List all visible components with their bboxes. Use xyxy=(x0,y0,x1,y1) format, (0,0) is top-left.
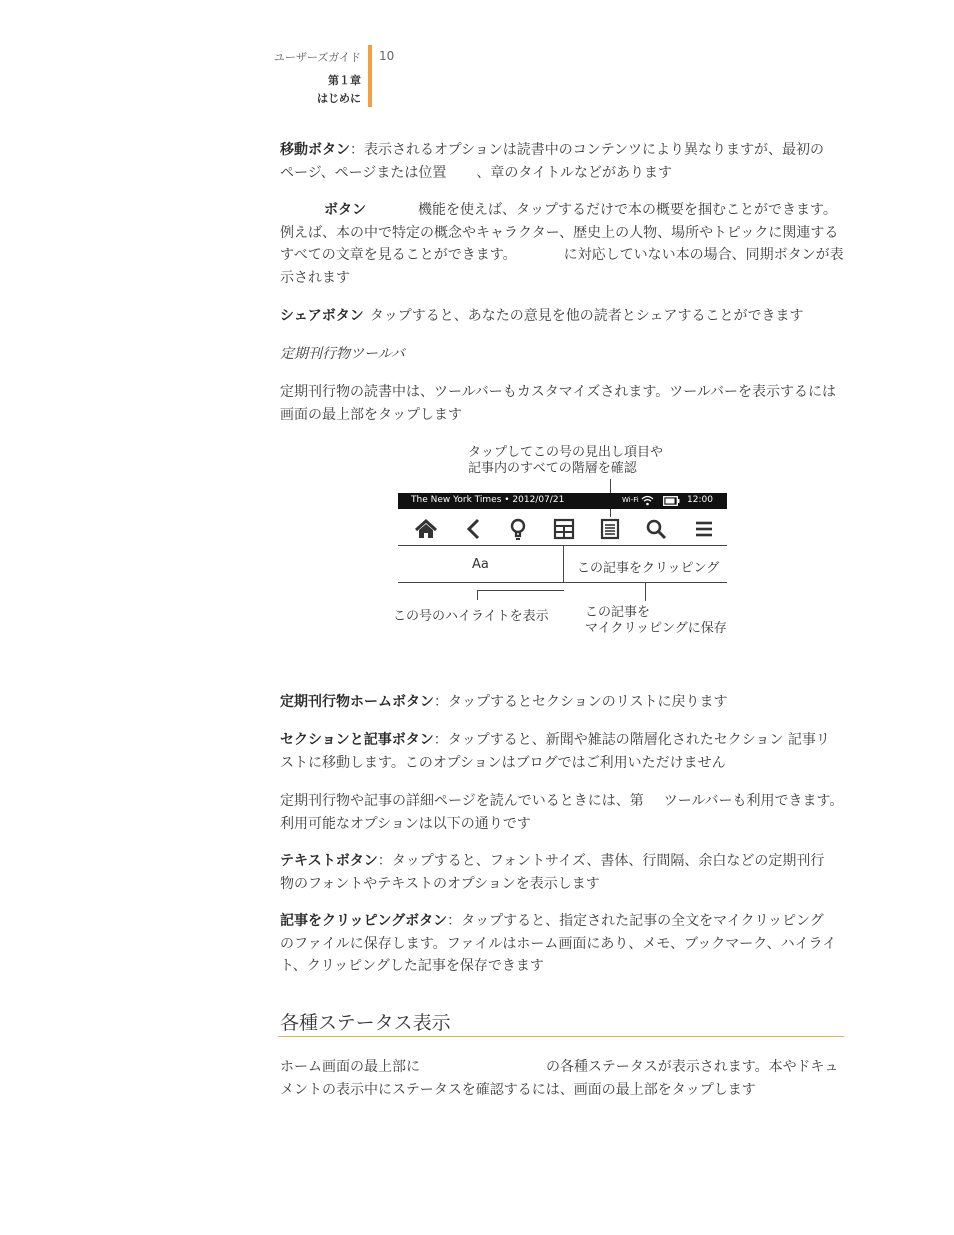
callout-bl-line-v xyxy=(477,590,478,600)
callout-br-line xyxy=(645,583,646,601)
status-paragraph: ホーム画面の最上部に の各種ステータスが表示されます。本やドキュ メントの表示中にステータスを確認するには、画面の最上部をタップします xyxy=(280,1059,839,1098)
section-heading-rule xyxy=(278,1036,844,1037)
text-button-term: テキストボタン xyxy=(280,853,378,869)
guide-title: ユーザーズガイド xyxy=(273,51,361,64)
callout-bottom-right: この記事を マイクリッピングに保存 xyxy=(585,605,727,636)
home-button-term: 定期刊行物ホームボタン xyxy=(280,694,434,710)
toolbar-divider-vertical xyxy=(563,546,564,582)
periodical-paragraph: 定期刊行物の読書中は、ツールバーもカスタマイズされます。ツールバーを表示するには 画面の最上部をタップします xyxy=(280,384,836,423)
detail-paragraph: 定期刊行物や記事の詳細ページを読んでいるときには、第 ツールバーも利用できます。 利用可能なオプションは以下の通りです xyxy=(280,793,844,832)
clip-article-button[interactable]: この記事をクリッピング xyxy=(577,561,720,576)
move-button-term: 移動ボタン xyxy=(280,142,350,158)
menu-icon[interactable] xyxy=(692,517,716,541)
move-button-paragraph: 移動ボタン：表示されるオプションは読書中のコンテンツにより異なりますが、最初の ページ、ページまたは位置 、章のタイトルなどがあります xyxy=(280,142,825,181)
callout-bl-line-h xyxy=(477,590,564,591)
home-icon[interactable] xyxy=(414,517,438,541)
section-button-term: セクションと記事ボタン xyxy=(280,732,434,748)
text-aa-button[interactable]: Aa xyxy=(472,557,489,572)
section-button-paragraph: セクションと記事ボタン：タップすると、新聞や雑誌の階層化されたセクション 記事リ ストに移動します。このオプションはブログではご利用いただけません xyxy=(280,732,830,771)
status-bar xyxy=(398,493,727,509)
home-button-paragraph: 定期刊行物ホームボタン：タップするとセクションのリストに戻ります xyxy=(280,694,728,710)
list-icon[interactable] xyxy=(598,517,622,541)
callout-bottom-left: この号のハイライトを表示 xyxy=(393,609,549,624)
page-number: 10 xyxy=(379,49,395,63)
chapter-number: 第１章 xyxy=(328,74,361,87)
xray-button-term: ボタン xyxy=(324,202,366,218)
wifi-icon xyxy=(641,495,654,506)
xray-paragraph: ボタン 機能を使えば、タップするだけで本の概要を掴むことができます。 例えば、本の中で特定の概念やキャラクター、歴史上の人物、場所やトピックに関連する すべての文章を見ることができます。 に対応していない本の場合、同期ボタンが表 示されます xyxy=(280,202,844,286)
battery-icon xyxy=(663,496,680,506)
grid-icon[interactable] xyxy=(552,517,576,541)
status-time: 12:00 xyxy=(687,495,713,505)
toolbar-divider-bottom xyxy=(398,582,727,583)
clip-button-paragraph: 記事をクリッピングボタン：タップすると、指定された記事の全文をマイクリッピング のファイルに保存します。ファイルはホーム画面にあり、メモ、ブックマーク、ハイライ ト、クリッピングした記事を保存できます xyxy=(280,913,837,974)
share-paragraph: シェアボタン タップすると、あなたの意見を他の読者とシェアすることができます xyxy=(280,308,804,324)
clip-button-term: 記事をクリッピングボタン xyxy=(280,913,448,929)
bulb-icon[interactable] xyxy=(506,517,530,541)
callout-top: タップしてこの号の見出し項目や 記事内のすべての階層を確認 xyxy=(468,445,664,476)
search-icon[interactable] xyxy=(644,517,668,541)
header-accent-bar xyxy=(368,45,372,107)
section-heading: 各種ステータス表示 xyxy=(280,1012,451,1034)
text-button-paragraph: テキストボタン：タップすると、フォントサイズ、書体、行間隔、余白などの定期刊行 物のフォントやテキストのオプションを表示します xyxy=(280,853,825,892)
share-button-term: シェアボタン xyxy=(280,308,364,324)
status-title: The New York Times • 2012/07/21 xyxy=(411,495,565,505)
chapter-title: はじめに xyxy=(317,92,361,105)
wifi-label: Wi-Fi xyxy=(622,496,639,504)
back-icon[interactable] xyxy=(462,517,486,541)
periodical-toolbar-heading: 定期刊行物ツールバ xyxy=(280,346,405,362)
